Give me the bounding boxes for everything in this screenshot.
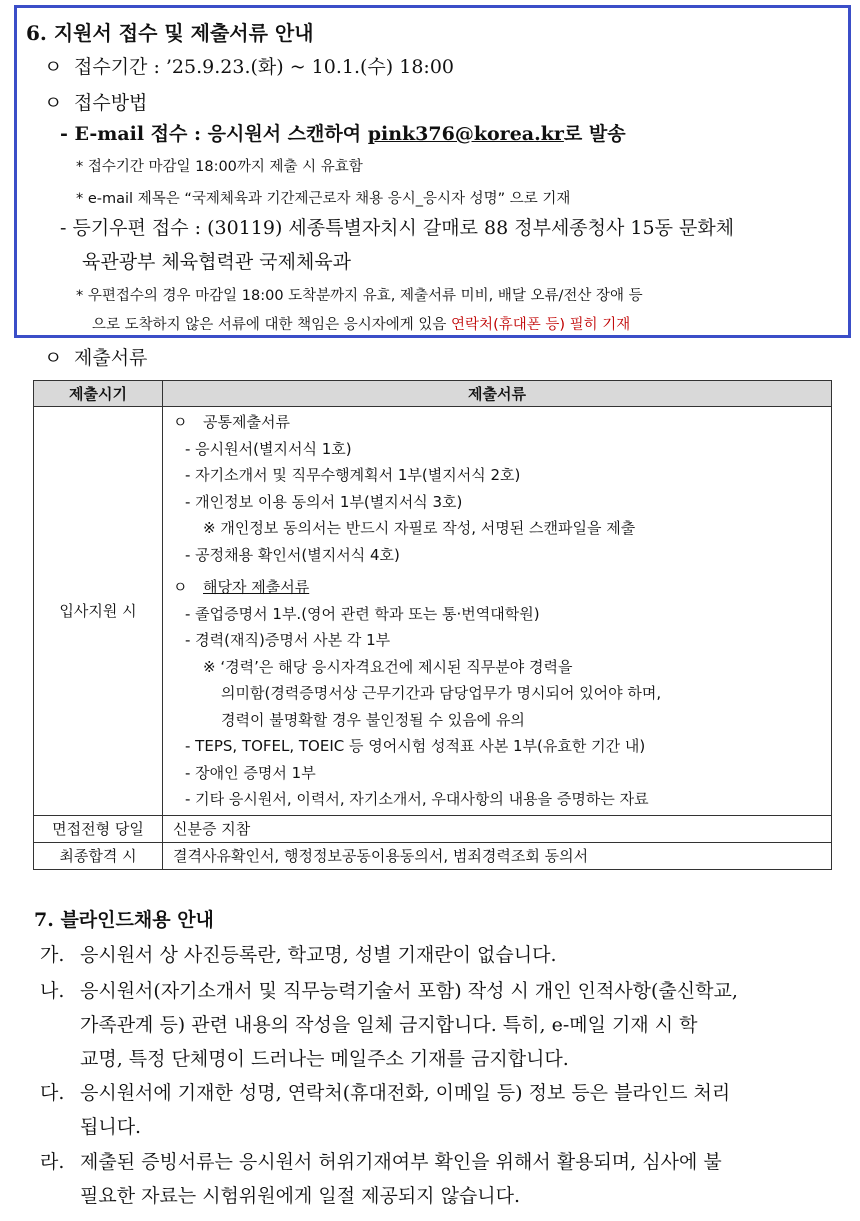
item-na-line: 교명, 특정 단체명이 드러나는 메일주소 기재를 금지합니다. (80, 1048, 569, 1070)
list-item: ※ ‘경력’은 해당 응시자격요건에 제시된 직무분야 경력을 (203, 657, 573, 676)
item-na-line: 가족관계 등) 관련 내용의 작성을 일체 금지합니다. 특히, e-메일 기재 시 학 (80, 1014, 698, 1036)
header-documents: 제출서류 (163, 381, 832, 407)
row2-documents: 신분증 지참 (163, 815, 832, 842)
list-item: - 자기소개서 및 직무수행계획서 1부(별지서식 2호) (185, 466, 521, 484)
list-item: - 공정채용 확인서(별지서식 4호) (185, 545, 400, 564)
post-line-2: 육관광부 체육협력관 국제체육과 (82, 251, 352, 273)
list-item: - 졸업증명서 1부.(영어 관련 학과 또는 통·번역대학원) (185, 604, 540, 623)
list-item: 경력이 불명확할 경우 불인정될 수 있음에 유의 (221, 710, 525, 729)
method-line (44, 88, 147, 115)
applicable-title-line (173, 574, 823, 601)
docs-label: 제출서류 (74, 347, 148, 369)
list-item: - 개인정보 이용 동의서 1부(별지서식 3호) (185, 492, 463, 511)
item-na-marker: 나. (40, 980, 65, 1002)
list-item: - 장애인 증명서 1부 (185, 763, 316, 782)
bullet: ㅇ (44, 92, 63, 114)
row3-documents: 결격사유확인서, 행정정보공동이용동의서, 범죄경력조회 동의서 (163, 842, 832, 869)
common-title-line (173, 409, 823, 436)
documents-table (33, 380, 832, 870)
list-item: - 경력(재직)증명서 사본 각 1부 (185, 631, 391, 649)
email-line (60, 119, 626, 146)
email-prefix: - E-mail 접수 : 응시원서 스캔하여 (60, 123, 368, 145)
item-da-marker: 다. (40, 1082, 65, 1104)
table-row (34, 842, 832, 869)
bullet: ㅇ (173, 413, 188, 431)
section-6-title: 6. 지원서 접수 및 제출서류 안내 (26, 21, 314, 45)
header-timing: 제출시기 (34, 381, 163, 407)
email-suffix: 로 발송 (563, 123, 626, 145)
table-row (34, 407, 832, 816)
item-ga-marker: 가. (40, 944, 65, 966)
section-7-title: 7. 블라인드채용 안내 (34, 909, 214, 931)
list-item: - 응시원서(별지서식 1호) (185, 439, 352, 458)
item-ra-line: 제출된 증빙서류는 응시원서 허위기재여부 확인을 위해서 활용되며, 심사에 불 (80, 1151, 722, 1173)
docs-heading (44, 343, 147, 370)
item-da-line: 됩니다. (80, 1116, 142, 1138)
note-post-text: 으로 도착하지 않은 서류에 대한 책임은 응시자에게 있음 (92, 317, 452, 333)
list-item: 의미함(경력증명서상 근무기간과 담당업무가 명시되어 있어야 하며, (221, 684, 662, 702)
list-item: ※ 개인정보 동의서는 반드시 자필로 작성, 서명된 스캔파일을 제출 (203, 519, 636, 537)
row1-timing: 입사지원 시 (34, 407, 163, 816)
row1-documents (163, 407, 832, 816)
item-da-line: 응시원서에 기재한 성명, 연락처(휴대전화, 이메일 등) 정보 등은 블라인드 처리 (80, 1082, 731, 1104)
list-item: - TEPS, TOFEL, TOEIC 등 영어시험 성적표 사본 1부(유효한 기간 내) (185, 737, 646, 755)
bullet: ㅇ (44, 347, 63, 369)
applicable-title: 해당자 제출서류 (203, 578, 310, 596)
item-na-line: 응시원서(자기소개서 및 직무능력기술서 포함) 작성 시 개인 인적사항(출신학교, (80, 980, 738, 1002)
item-ga-line: 응시원서 상 사진등록란, 학교명, 성별 기재란이 없습니다. (80, 944, 557, 966)
list-item: - 기타 응시원서, 이력서, 자기소개서, 우대사항의 내용을 증명하는 자료 (185, 790, 649, 808)
bullet: ㅇ (173, 578, 188, 596)
row2-timing: 면접전형 당일 (34, 815, 163, 842)
period-line (44, 52, 454, 79)
row3-timing: 최종합격 시 (34, 842, 163, 869)
common-title: 공통제출서류 (203, 413, 290, 431)
note-post-1: * 우편접수의 경우 마감일 18:00 도착분까지 유효, 제출서류 미비, 배달 오류/전산 장애 등 (76, 288, 643, 304)
bullet: ㅇ (44, 56, 63, 78)
email-address-link[interactable]: pink376@korea.kr (367, 123, 564, 145)
table-header-row (34, 381, 832, 407)
note-email-subject: * e-mail 제목은 “국제체육과 기간제근로자 채용 응시_응시자 성명” 으로 기재 (76, 191, 571, 207)
application-period: 접수기간 : ’25.9.23.(화) ~ 10.1.(수) 18:00 (74, 56, 454, 78)
item-ra-marker: 라. (40, 1151, 65, 1173)
note-post-2 (92, 313, 630, 334)
method-label: 접수방법 (74, 92, 148, 114)
item-ra-line: 필요한 자료는 시험위원에게 일절 제공되지 않습니다. (80, 1185, 521, 1207)
post-line-1: - 등기우편 접수 : (30119) 세종특별자치시 갈매로 88 정부세종청사 15동 문화체 (60, 217, 735, 239)
note-deadline: * 접수기간 마감일 18:00까지 제출 시 유효함 (76, 159, 363, 175)
table-row (34, 815, 832, 842)
contact-warning: 연락처(휴대폰 등) 필히 기재 (451, 317, 631, 333)
